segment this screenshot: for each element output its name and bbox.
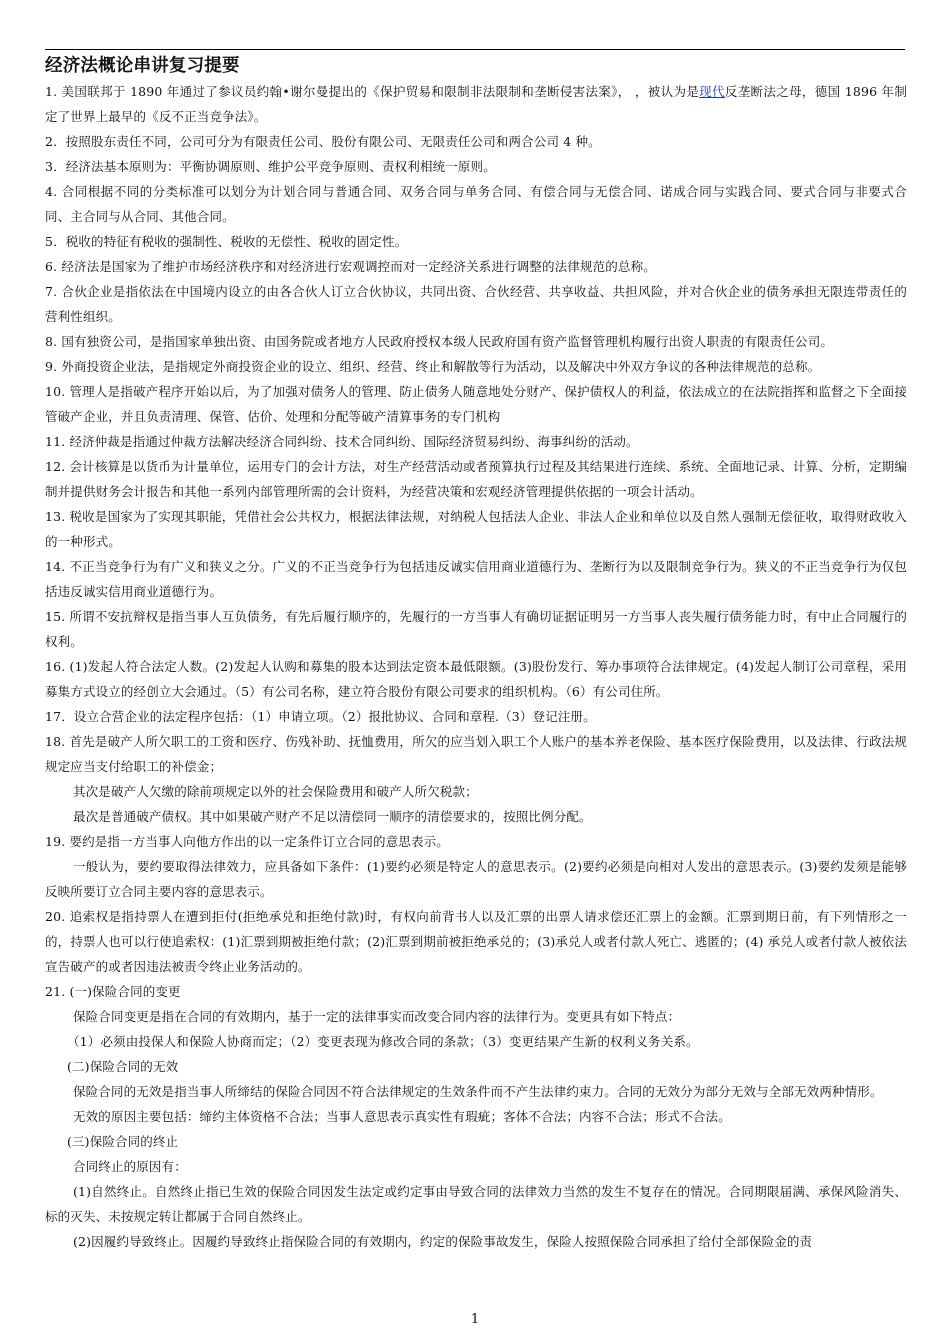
paragraph-21-termination-reasons: 合同终止的原因有： xyxy=(73,1159,187,1174)
paragraph-21-invalid-reasons: 无效的原因主要包括：缔约主体资格不合法；当事人意思表示真实性有瑕疵；客体不合法；内容不合法；形式不合法。 xyxy=(73,1109,731,1124)
paragraph-18-third: 最次是普通破产债权。其中如果破产财产不足以清偿同一顺序的清偿要求的，按照比例分配。 xyxy=(73,809,592,824)
paragraph-18-second: 其次是破产人欠缴的除前项规定以外的社会保险费用和破产人所欠税款； xyxy=(73,784,478,799)
paragraph-3: 3．经济法基本原则为：平衡协调原则、维护公平竞争原则、责权利相统一原则。 xyxy=(45,159,496,174)
paragraph-4: 4. 合同根据不同的分类标准可以划分为计划合同与普通合同、双务合同与单务合同、有偿合同与无偿合同、诺成合同与实践合同、要式合同与非要式合同、主合同与从合同、其他合同。 xyxy=(45,184,907,224)
paragraph-10: 10. 管理人是指破产程序开始以后，为了加强对债务人的管理、防止债务人随意地处分财产、保护债权人的利益，依法成立的在法院指挥和监督之下全面接管破产企业，并且负责清理、保管、估价、处理和分配等破产清算事务的专门机构 xyxy=(45,384,907,424)
paragraph-9: 9. 外商投资企业法，是指规定外商投资企业的设立、组织、经营、终止和解散等行为活动，以及解决中外双方争议的各种法律规范的总称。 xyxy=(45,359,821,374)
document-title: 经济法概论串讲复习提要 xyxy=(45,56,240,76)
paragraph-2: 2．按照股东责任不同，公司可分为有限责任公司、股份有限公司、无限责任公司和两合公司 4 种。 xyxy=(45,134,601,149)
hyperlink-xiandai[interactable]: 现代 xyxy=(699,84,725,99)
paragraph-19-conditions: 一般认为，要约要取得法律效力，应具备如下条件：(1)要约必须是特定人的意思表示。(2)要约必须是向相对人发出的意思表示。(3)要约发须是能够反映所要订立合同主要内容的意思表示。 xyxy=(45,859,907,899)
header-rule xyxy=(45,49,905,50)
paragraph-21: 21. (一)保险合同的变更 xyxy=(45,984,181,999)
paragraph-5: 5．税收的特征有税收的强制性、税收的无偿性、税收的固定性。 xyxy=(45,234,408,249)
paragraph-8: 8. 国有独资公司，是指国家单独出资、由国务院或者地方人民政府授权本级人民政府国有资产监督管理机构履行出资人职责的有限责任公司。 xyxy=(45,334,834,349)
paragraph-20: 20. 追索权是指持票人在遭到拒付(拒绝承兑和拒绝付款)时，有权向前背书人以及汇票的出票人请求偿还汇票上的金额。汇票到期日前，有下列情形之一的，持票人也可以行使追索权：(1)汇票到期被拒绝付款；(2)汇票到期前被拒绝承兑的；(3)承兑人或者付款人死亡、逃匿的；(4) 承兑人或者付款人被依法宣告破产的或者因违法被责令终止业务活动的。 xyxy=(45,909,907,974)
paragraph-1 xyxy=(45,79,907,129)
document-body xyxy=(45,54,907,1254)
paragraph-21-invalid-definition: 保险合同的无效是指当事人所缔结的保险合同因不符合法律规定的生效条件而不产生法律约束力。合同的无效分为部分无效与全部无效两种情形。 xyxy=(73,1084,883,1099)
paragraph-21-change-features: （1）必须由投保人和保险人协商而定；（2）变更表现为修改合同的条款；（3）变更结果产生新的权利义务关系。 xyxy=(67,1034,699,1049)
paragraph-21-termination-heading: (三)保险合同的终止 xyxy=(67,1134,179,1149)
paragraph-13: 13. 税收是国家为了实现其职能，凭借社会公共权力，根据法律法规，对纳税人包括法人企业、非法人企业和单位以及自然人强制无偿征收，取得财政收入的一种形式。 xyxy=(45,509,907,549)
paragraph-16: 16. (1)发起人符合法定人数。(2)发起人认购和募集的股本达到法定资本最低限额。(3)股份发行、筹办事项符合法律规定。(4)发起人制订公司章程，采用募集方式设立的经创立大会通过。（5）有公司名称，建立符合股份有限公司要求的组织机构。（6）有公司住所。 xyxy=(45,659,907,699)
paragraph-21-performance-termination: (2)因履约导致终止。因履约导致终止指保险合同的有效期内，约定的保险事故发生，保险人按照保险合同承担了给付全部保险金的责 xyxy=(73,1234,813,1249)
page-number: 1 xyxy=(470,1312,480,1327)
paragraph-6: 6. 经济法是国家为了维护市场经济秩序和对经济进行宏观调控而对一定经济关系进行调整的法律规范的总称。 xyxy=(45,259,656,274)
paragraph-1-text-a: 1. 美国联邦于 1890 年通过了参议员约翰•谢尔曼提出的《保护贸易和限制非法限制和垄断侵害法案》， ，被认为是 xyxy=(45,84,700,99)
paragraph-12: 12. 会计核算是以货币为计量单位，运用专门的会计方法，对生产经营活动或者预算执行过程及其结果进行连续、系统、全面地记录、计算、分析，定期编制并提供财务会计报告和其他一系列内部管理所需的会计资料，为经营决策和宏观经济管理提供依据的一项会计活动。 xyxy=(45,459,907,499)
paragraph-18: 18. 首先是破产人所欠职工的工资和医疗、伤残补助、抚恤费用，所欠的应当划入职工个人账户的基本养老保险、基本医疗保险费用，以及法律、行政法规规定应当支付给职工的补偿金； xyxy=(45,734,907,774)
paragraph-1-text-b: 反垄断法之母，德国 1896 年制定了世界上最早的《反不正当竞争法》。 xyxy=(45,84,907,124)
paragraph-15: 15. 所谓不安抗辩权是指当事人互负债务，有先后履行顺序的，先履行的一方当事人有确切证据证明另一方当事人丧失履行债务能力时，有中止合同履行的权利。 xyxy=(45,609,907,649)
paragraph-17: 17．设立合营企业的法定程序包括：（1）申请立项。（2）报批协议、合同和章程.（3）登记注册。 xyxy=(45,709,596,724)
paragraph-21-change-definition: 保险合同变更是指在合同的有效期内，基于一定的法律事实而改变合同内容的法律行为。变更具有如下特点： xyxy=(73,1009,681,1024)
paragraph-21-invalid-heading: (二)保险合同的无效 xyxy=(67,1059,179,1074)
paragraph-7: 7. 合伙企业是指依法在中国境内设立的由各合伙人订立合伙协议，共同出资、合伙经营、共享收益、共担风险，并对合伙企业的债务承担无限连带责任的营利性组织。 xyxy=(45,284,907,324)
paragraph-11: 11. 经济仲裁是指通过仲裁方法解决经济合同纠纷、技术合同纠纷、国际经济贸易纠纷、海事纠纷的活动。 xyxy=(45,434,639,449)
paragraph-19: 19. 要约是指一方当事人向他方作出的以一定条件订立合同的意思表示。 xyxy=(45,834,449,849)
paragraph-21-natural-termination: (1)自然终止。自然终止指已生效的保险合同因发生法定或约定事由导致合同的法律效力当然的发生不复存在的情况。合同期限届满、承保风险消失、标的灭失、未按规定转让都属于合同自然终止。 xyxy=(45,1184,907,1224)
paragraph-14: 14. 不正当竞争行为有广义和狭义之分。广义的不正当竞争行为包括违反诚实信用商业道德行为、垄断行为以及限制竞争行为。狭义的不正当竞争行为仅包括违反诚实信用商业道德行为。 xyxy=(45,559,907,599)
